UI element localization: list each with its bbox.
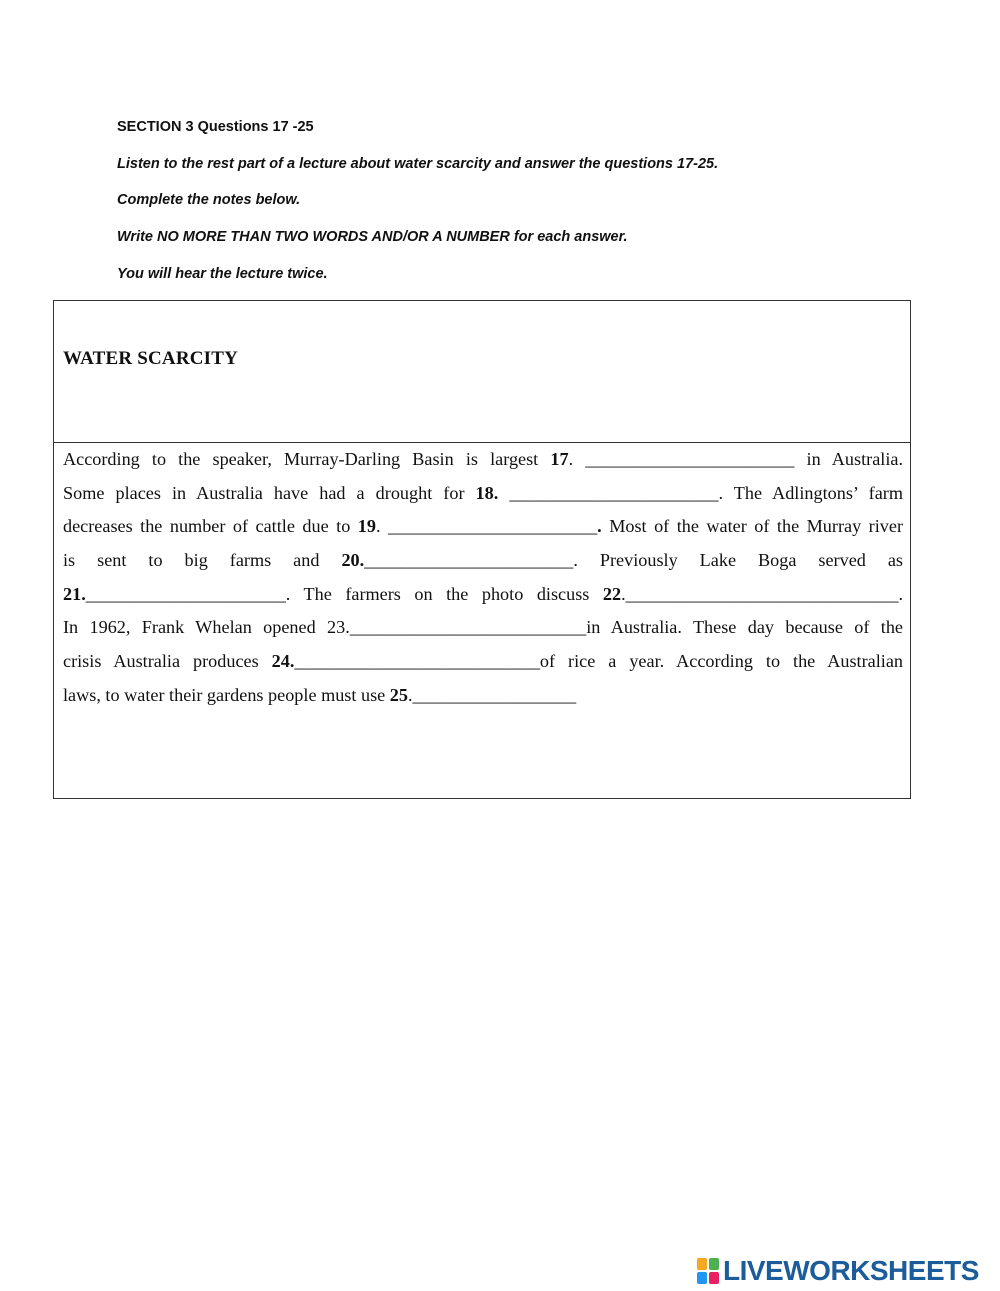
notes-table	[53, 300, 911, 799]
answer-blank-18[interactable]: _______________________. The Adlingtons’ farm	[498, 482, 903, 503]
notes-body	[63, 443, 903, 713]
line-text: crisis Australia produces	[63, 651, 272, 672]
notes-line-5	[63, 578, 903, 612]
line-text: decreases the number of cattle due to	[63, 516, 358, 537]
notes-line-1	[63, 443, 903, 477]
line-text: Previously Lake Boga served as	[599, 550, 903, 571]
section-heading: SECTION 3 Questions 17 -25	[117, 119, 314, 135]
notes-line-8	[63, 679, 903, 713]
answer-blank-21[interactable]: ______________________. The farmers on the photo discuss	[85, 583, 603, 604]
question-number-17: 17	[550, 449, 569, 469]
logo-square	[709, 1258, 719, 1270]
answer-blank-20[interactable]: _______________________.	[364, 550, 578, 571]
line-text: Some places in Australia have had a drought for	[63, 482, 476, 503]
instruction-complete: Complete the notes below.	[117, 192, 301, 208]
answer-blank-24[interactable]: ___________________________of rice a year. According to the Australian	[294, 651, 903, 672]
logo-text: LIVEWORKSHEETS	[723, 1255, 979, 1286]
liveworksheets-logo	[697, 1255, 979, 1287]
instruction-hear: You will hear the lecture twice.	[117, 266, 328, 282]
question-number-25: 25	[389, 684, 408, 705]
notes-title: WATER SCARCITY	[63, 348, 239, 369]
line-text: is sent to big farms and	[63, 550, 342, 571]
notes-line-4	[63, 544, 903, 578]
question-number-19: 19	[357, 516, 376, 537]
notes-line-2	[63, 477, 903, 511]
answer-blank-19[interactable]: . _______________________	[375, 516, 598, 537]
notes-line-6	[63, 611, 903, 645]
answer-blank-17[interactable]: . _______________________ in Australia.	[568, 449, 904, 469]
question-number-22: 22	[602, 583, 622, 604]
notes-title-row	[54, 301, 910, 443]
instruction-listen: Listen to the rest part of a lecture about water scarcity and answer the questions 17-25.	[117, 156, 719, 172]
logo-square	[709, 1272, 719, 1284]
line-text: According to the speaker, Murray-Darling Basin is largest	[63, 449, 551, 469]
line-text: Most of the water of the Murray river	[601, 516, 904, 537]
question-number-24: 24.	[271, 651, 295, 672]
logo-icon	[697, 1258, 719, 1284]
question-number-20: 20.	[341, 550, 365, 571]
instruction-write: Write NO MORE THAN TWO WORDS AND/OR A NUMBER for each answer.	[117, 229, 628, 245]
question-number-18: 18.	[475, 482, 499, 503]
answer-blank-22[interactable]: .______________________________.	[621, 583, 903, 604]
answer-blank-25[interactable]: .__________________	[407, 684, 577, 705]
logo-square	[697, 1258, 707, 1270]
notes-line-7	[63, 645, 903, 679]
line-punct: .	[597, 516, 602, 537]
answer-blank-23[interactable]: In 1962, Frank Whelan opened 23.__________________________in Australia. These day because of the	[63, 617, 903, 638]
question-number-21: 21.	[63, 583, 86, 604]
line-text: laws, to water their gardens people must use	[63, 684, 390, 705]
notes-line-3	[63, 510, 903, 544]
logo-square	[697, 1272, 707, 1284]
